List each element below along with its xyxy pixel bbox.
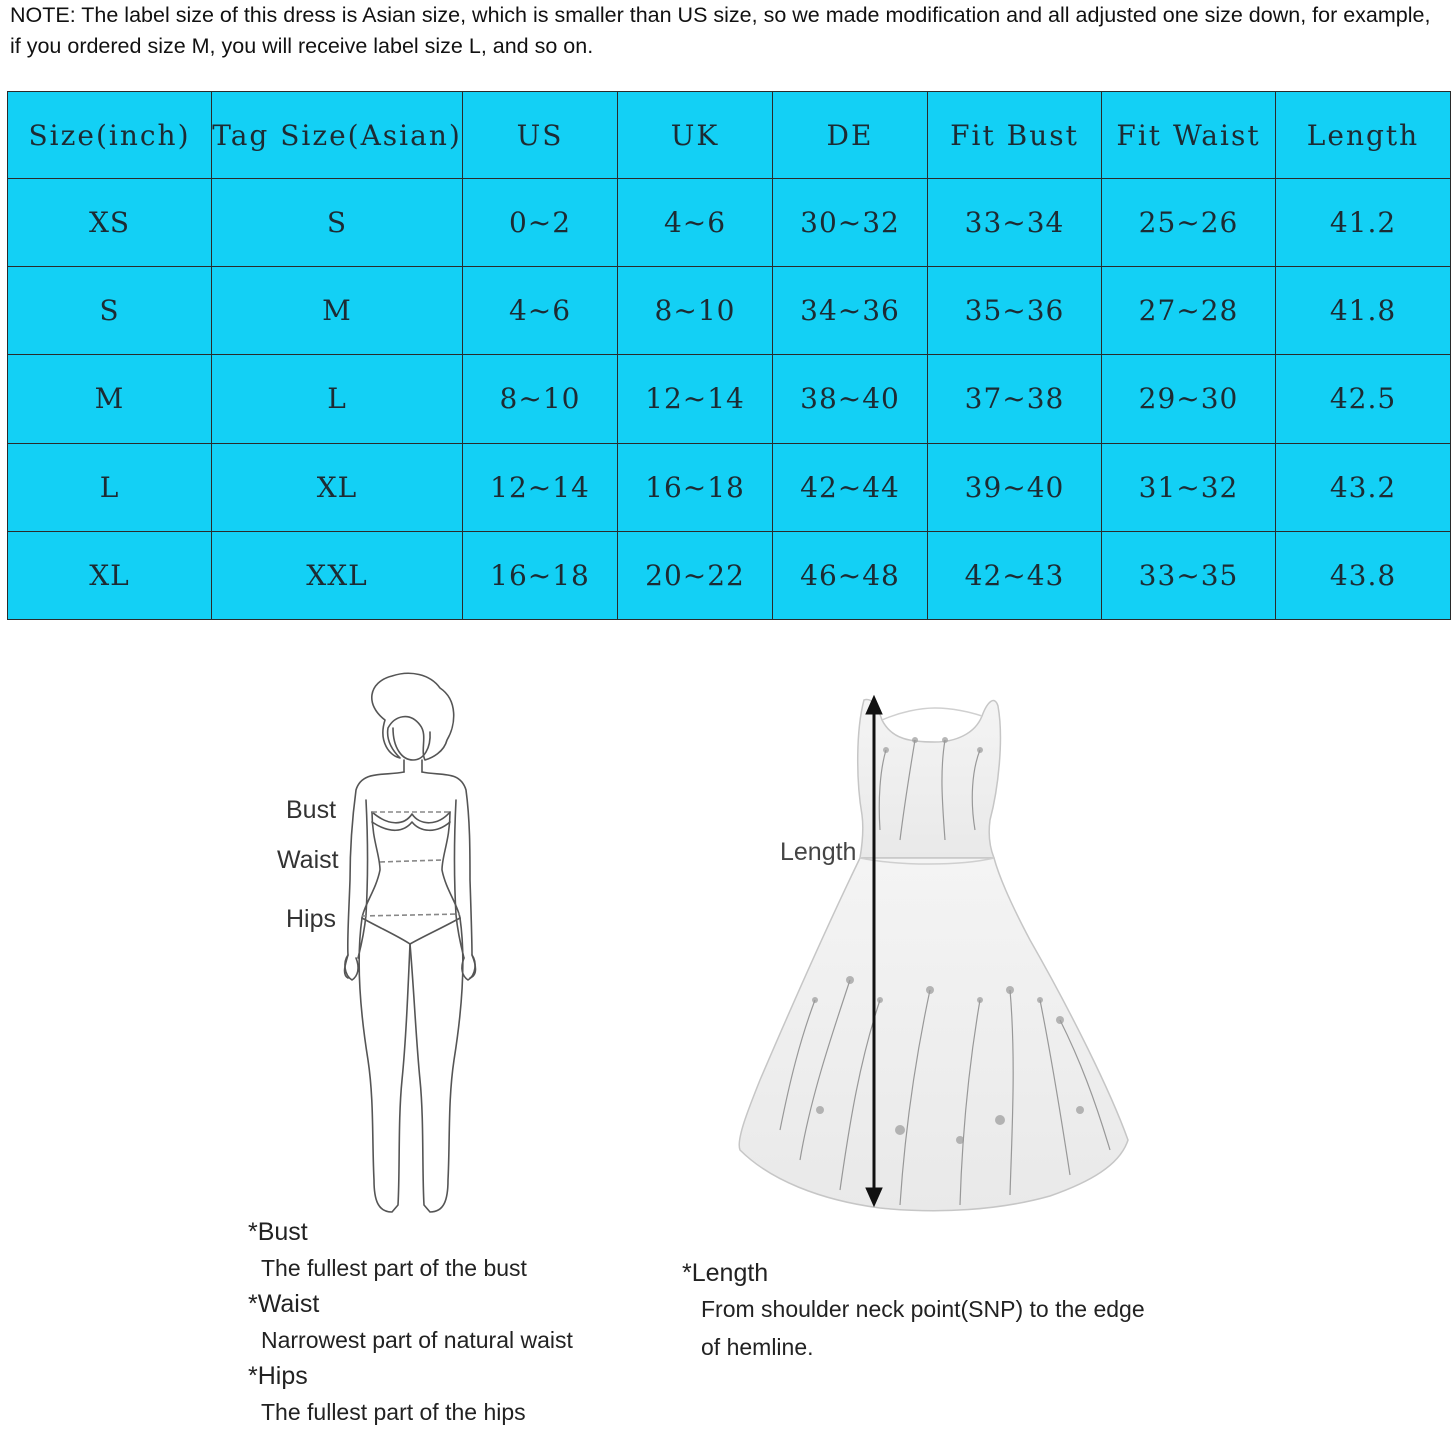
table-row bbox=[8, 355, 1451, 443]
size-chart-table bbox=[7, 91, 1451, 620]
table-row bbox=[8, 531, 1451, 619]
hips-definition-text: The fullest part of the hips bbox=[261, 1399, 526, 1425]
header-de: DE bbox=[773, 92, 928, 179]
bust-definition-text: The fullest part of the bust bbox=[261, 1255, 527, 1281]
waist-measure-line bbox=[380, 860, 442, 862]
header-tag-size: Tag Size(Asian) bbox=[212, 92, 463, 179]
dress-bodice bbox=[858, 700, 1001, 858]
waist-definition-text: Narrowest part of natural waist bbox=[261, 1327, 573, 1353]
table-cell: 41.8 bbox=[1276, 267, 1451, 355]
table-cell: 39~40 bbox=[928, 443, 1102, 531]
hips-measure-line bbox=[362, 914, 460, 916]
table-cell: 43.2 bbox=[1276, 443, 1451, 531]
hair-outline bbox=[372, 673, 454, 760]
bust-label: Bust bbox=[286, 796, 337, 824]
table-cell: S bbox=[8, 267, 212, 355]
table-cell: 35~36 bbox=[928, 267, 1102, 355]
header-fit-waist: Fit Waist bbox=[1102, 92, 1276, 179]
table-cell: 20~22 bbox=[618, 531, 773, 619]
table-row bbox=[8, 443, 1451, 531]
header-fit-bust: Fit Bust bbox=[928, 92, 1102, 179]
table-cell: 38~40 bbox=[773, 355, 928, 443]
table-cell: 31~32 bbox=[1102, 443, 1276, 531]
table-cell: 16~18 bbox=[618, 443, 773, 531]
length-definition-term: *Length bbox=[682, 1259, 769, 1287]
length-definition-text-line2: of hemline. bbox=[701, 1334, 814, 1360]
dress-skirt bbox=[739, 858, 1128, 1211]
table-cell: 42~44 bbox=[773, 443, 928, 531]
table-header-row bbox=[8, 92, 1451, 179]
table-cell: 41.2 bbox=[1276, 179, 1451, 267]
face-outline bbox=[393, 728, 430, 760]
table-cell: 4~6 bbox=[463, 267, 618, 355]
header-us: US bbox=[463, 92, 618, 179]
length-definition bbox=[682, 1256, 1145, 1366]
table-cell: M bbox=[212, 267, 463, 355]
table-cell: 16~18 bbox=[463, 531, 618, 619]
table-cell: 25~26 bbox=[1102, 179, 1276, 267]
hips-label: Hips bbox=[286, 905, 337, 933]
table-row bbox=[8, 179, 1451, 267]
table-cell: 12~14 bbox=[463, 443, 618, 531]
table-cell: 46~48 bbox=[773, 531, 928, 619]
waist-label: Waist bbox=[277, 846, 339, 874]
header-uk: UK bbox=[618, 92, 773, 179]
table-cell: 42~43 bbox=[928, 531, 1102, 619]
table-cell: 30~32 bbox=[773, 179, 928, 267]
length-label: Length bbox=[780, 838, 857, 866]
table-cell: 8~10 bbox=[618, 267, 773, 355]
table-cell: 33~35 bbox=[1102, 531, 1276, 619]
table-cell: 12~14 bbox=[618, 355, 773, 443]
table-cell: L bbox=[212, 355, 463, 443]
dress-product-image bbox=[730, 690, 1135, 1215]
waist-definition-term: *Waist bbox=[248, 1290, 320, 1318]
table-cell: XL bbox=[8, 531, 212, 619]
table-cell: 27~28 bbox=[1102, 267, 1276, 355]
table-cell: 8~10 bbox=[463, 355, 618, 443]
table-cell: XL bbox=[212, 443, 463, 531]
table-cell: XS bbox=[8, 179, 212, 267]
table-cell: M bbox=[8, 355, 212, 443]
table-cell: 34~36 bbox=[773, 267, 928, 355]
table-cell: 4~6 bbox=[618, 179, 773, 267]
table-cell: XXL bbox=[212, 531, 463, 619]
body-outline-illustration bbox=[330, 668, 500, 1220]
table-row bbox=[8, 267, 1451, 355]
length-definition-text-line1: From shoulder neck point(SNP) to the edge bbox=[701, 1296, 1145, 1322]
table-cell: 33~34 bbox=[928, 179, 1102, 267]
table-cell: L bbox=[8, 443, 212, 531]
size-note: NOTE: The label size of this dress is Asian size, which is smaller than US size, so we made modification and all adjusted one size down, for example, if you ordered size M, you will receive label size L, and so on. bbox=[10, 3, 1431, 58]
table-cell: 0~2 bbox=[463, 179, 618, 267]
table-cell: 42.5 bbox=[1276, 355, 1451, 443]
table-cell: 43.8 bbox=[1276, 531, 1451, 619]
table-cell: 37~38 bbox=[928, 355, 1102, 443]
hips-definition-term: *Hips bbox=[248, 1362, 308, 1390]
body-measure-definitions bbox=[248, 1214, 573, 1430]
header-size-inch: Size(inch) bbox=[8, 92, 212, 179]
bust-definition-term: *Bust bbox=[248, 1218, 308, 1246]
header-length: Length bbox=[1276, 92, 1451, 179]
table-cell: 29~30 bbox=[1102, 355, 1276, 443]
table-cell: S bbox=[212, 179, 463, 267]
